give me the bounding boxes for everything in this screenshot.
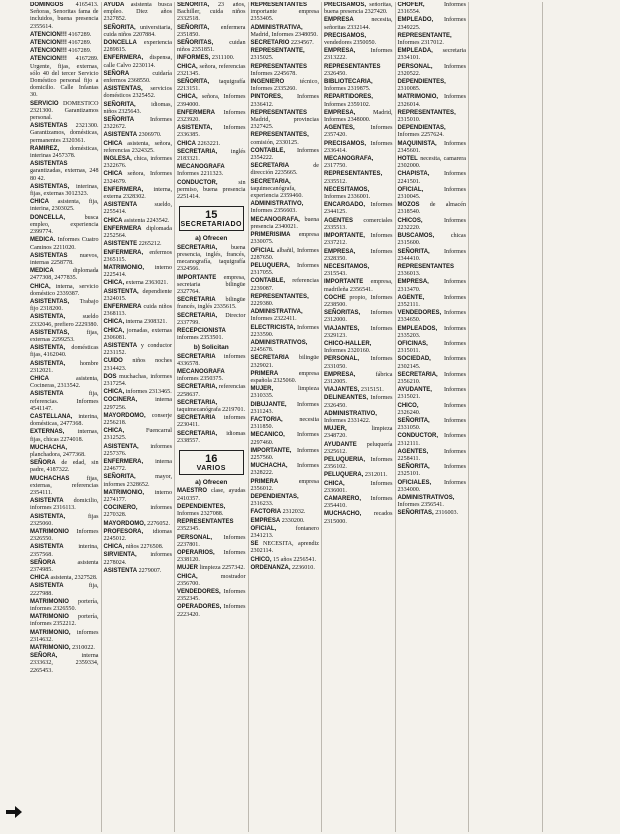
classified-ad: ATENCION!!! 4167289. <box>30 31 92 38</box>
classified-ad: EXTERNAS, internas, fijas, chicas 2274018. <box>30 429 99 443</box>
classified-ad: REPRESENTANTES 2352345. <box>177 519 234 533</box>
classified-ad: CHICA asistenta, señora, referencias 2324325. <box>103 140 172 154</box>
classified-ad: IMPORTANTE, Informes 2257560. <box>250 447 319 461</box>
classified-ad: SECRETARIO 2234567. <box>250 40 314 47</box>
classified-ad: VIAJANTES, Informes 2329123. <box>324 325 393 339</box>
classified-ad: ADMINISTRATIVOS, 2245678. <box>250 339 308 354</box>
classified-ad: AGENTES comerciales 2335513. <box>324 217 393 231</box>
classified-ad: CHICO, 15 años 2256541. <box>250 556 317 563</box>
classified-ad: MATRIMONIO portería, informes 2326550. <box>30 598 99 613</box>
subsection-heading: b) Solicitan <box>193 344 229 352</box>
column-8 <box>543 2 617 832</box>
classified-ad: CONDUCTOR, Informes 2312111. <box>397 433 466 447</box>
classified-ad: SEÑORITA, 23 años, Bachiller, cuida niños 2332518. <box>177 2 246 23</box>
classified-ad: SEÑORITA, enfermera 2351850. <box>177 24 246 38</box>
classified-ad: MATRIMONIO, Informes 2326014. <box>397 94 466 108</box>
pointing-arrow-icon <box>6 806 22 818</box>
classified-ad: CAMARERO, Informes 2354410. <box>324 496 393 510</box>
classified-ad: PELUQUERIA, Informes 2356102. <box>324 456 393 471</box>
classified-ad: MECANOGRAFA, 2317750. <box>324 156 374 170</box>
classified-ad: ATENCION!!! 4167289. <box>30 40 92 47</box>
classified-ad: ASISTENTAS, interinas, fijas, externas 3012323. <box>30 183 99 198</box>
classified-ad: ADMINISTRATIVO, Informes 2331422. <box>324 410 377 424</box>
classified-ad: VENDEDORES, Informes 2352345. <box>177 589 246 603</box>
classified-ad: MECANOGRAFA informes 2350375. <box>177 368 225 383</box>
classified-ad: MUJER, limpieza 2348720. <box>324 426 393 440</box>
classified-ad: EMPRESA, Informes 2313470. <box>397 279 466 293</box>
classified-ad: MUCHACHAS fijas, externas, referencias 2354111. <box>30 475 99 496</box>
classified-ad: EMPRESA, fábrica 2312005. <box>324 371 393 385</box>
classified-ad: RAMIREZ, domésticas, interinas 2457378. <box>30 145 99 160</box>
classified-ad: PERSONAL, Informes 2320522. <box>397 63 466 77</box>
classified-ad: MATRIMONIO Informes 2326550. <box>30 529 99 543</box>
classified-ad: CONTABLE, referencias 2239087. <box>250 278 319 292</box>
column-6 <box>396 2 470 832</box>
classified-ad: EMPRESA, Madrid, Informes 2348000. <box>324 109 393 124</box>
classified-ad: SEÑORITA, Informes 2344410. <box>397 248 466 262</box>
classified-ad: ASISTENTAS, servicios domésticos 2325452. <box>103 86 172 100</box>
section-header <box>179 450 244 475</box>
classified-ad: ASISTENTA, fijas 2325060. <box>30 513 99 527</box>
classified-ad: DOS muchachas, informes 2317254. <box>103 373 172 387</box>
classified-ad: ORDENANZA, 2236010. <box>250 564 315 571</box>
classified-page <box>28 2 616 832</box>
section-title: SECRETARIADO <box>180 221 242 229</box>
classified-ad: CHICOS, Informes 2232220. <box>397 217 466 231</box>
classified-ad: ADMINISTRATIVO, Informes 2356603. <box>250 201 304 215</box>
classified-ad: SECRETARIA informes 2230411. <box>177 415 246 429</box>
classified-ad: DOMINGOS 4165413. Señoras, Senoritas fama de incluidos, buena presencia 2355614. <box>30 2 99 30</box>
classified-ad: MECANOGRAFA, buena presencia 2340021. <box>250 216 319 230</box>
classified-ad: FACTORIA 2312032. <box>250 509 306 516</box>
classified-ad: MATRIMONIO portería, informes 2352212. <box>30 614 99 628</box>
classified-ad: MAQUINISTA, Informes 2345601. <box>397 140 466 154</box>
classified-ad: CHICA, informes 2313465. <box>103 389 172 396</box>
classified-ad: PROFESORA, idiomas 2245012. <box>103 528 172 543</box>
classified-ad: CHAPISTA, Informes 2241501. <box>397 171 466 185</box>
classified-ad: OFICIAL, fontanero 2341213. <box>250 525 319 540</box>
classified-ad: SEÑORITAS, Informes 2312000. <box>324 310 393 324</box>
classified-ad: SECRETARIA, Director 2337799. <box>177 312 246 326</box>
classified-ad: NECESITAMOS, Informes 2336001. <box>324 186 371 201</box>
section-header <box>179 206 244 231</box>
classified-ad: EMPRESA 2330200. <box>250 517 305 524</box>
classified-ad: MAESTRO clase, ayudas 2410357. <box>177 488 246 502</box>
classified-ad: ENFERMERA, interna, externa 2328302. <box>103 186 172 201</box>
classified-ad: REPRESENTANTE, 2315025. <box>250 48 305 62</box>
classified-ad: SECRETARIA bilingüe 2329021. <box>250 355 319 369</box>
classified-ad: ENFERMERA cuida niños 2368113. <box>103 303 172 318</box>
classified-ad: EMPLEADO, Informes 2349225. <box>397 17 466 31</box>
classified-ad: INGLESA, chica, informes 2322676. <box>103 156 172 170</box>
classified-ad: EMPRESA, Informes 2328350. <box>324 248 393 262</box>
classified-ad: REPRESENTANTE, Informes 2317012. <box>397 32 452 47</box>
classified-ad: RECEPCIONISTA informes 2353501. <box>177 327 226 342</box>
classified-ad: CHICA, interna, servicio doméstico 2339387. <box>30 283 99 297</box>
classified-ad: ASISTENTA 2279007. <box>103 567 162 574</box>
classified-ad: SEÑORITA, Informes 2331050. <box>397 417 466 432</box>
classified-ad: DEPENDIENTES, 2310085. <box>397 79 446 93</box>
classified-ad: DEPENDIENTES, Informes 2327088. <box>177 503 226 517</box>
classified-ad: ASISTENTA, sueldo 2332046, prefiero 2229380. <box>30 314 99 328</box>
classified-ad: ASISTENTA, Informes 2336385. <box>177 125 246 139</box>
classified-ad: CHICA asistenta, fija, interina, 2303025. <box>30 199 99 213</box>
classified-ad: MATRIMONIO, interno 2225414. <box>103 264 172 279</box>
classified-ad: SEÑORITAS, 2316003. <box>397 510 459 517</box>
classified-ad: OFICIAL albañil, Informes 2287650. <box>250 247 319 261</box>
classified-ad: MUCHACHO, recados 2315000. <box>324 511 393 525</box>
classified-ad: ASISTENTAS, Trabajo fijo 2318200. <box>30 298 99 313</box>
classified-ad: ASISTENTA, domésticas fijas, 4162040. <box>30 345 99 359</box>
classified-ad: DONCELLA, busca empleo, experiencia 2399774. <box>30 214 99 236</box>
classified-ad: NECESITAMOS, 2315543. <box>324 263 370 278</box>
classified-ad: SECRETARIA, inglés 2183321. <box>177 148 246 163</box>
classified-ad: MAYORDOMO, 2276052. <box>103 520 170 527</box>
classified-ad: ENCARGADO, Informes 2344125. <box>324 202 393 216</box>
classified-ad: EMPLEADA, secretaria 2334101. <box>397 48 466 62</box>
classified-ad: ADMINISTRATIVA, Madrid, Informes 2348050. <box>250 24 318 38</box>
classified-ad: MEDICA diplomada 2477308, 2477835. <box>30 268 99 282</box>
classified-ad: OPERADORES, Informes 2223420. <box>177 604 246 618</box>
classified-ad: EMPLEADOS, Informes 2335203. <box>397 325 466 339</box>
classified-ad: CHICA, señora, Informes 2394000. <box>177 94 246 108</box>
classified-ad: REPRESENTANTES Informes 2245678. <box>250 63 308 77</box>
classified-ad: EMPRESA, Informes 2313222. <box>324 48 393 62</box>
classified-ad: PINTORES, Informes 2336412. <box>250 94 319 108</box>
classified-ad: ASISTENTA domicilio, informes 2316113. <box>30 498 99 512</box>
classified-ad: ADMINISTRATIVOS, Informes 2356541. <box>397 495 455 509</box>
classified-ad: OFICIAL, Informes 2310045. <box>397 186 466 201</box>
classified-ad: CHICA asistenta, 2327528. <box>30 575 98 582</box>
classified-ad: CHICA señora, Informes 2324679. <box>103 171 172 185</box>
classified-ad: CUIDO niños noches 2314423. <box>103 358 172 372</box>
section-number: 16 <box>205 452 218 465</box>
classified-ad: ELECTRICISTA, Informes 2233590. <box>250 324 319 338</box>
classified-ad: MAYORDOMO, conserje 2256218. <box>103 412 172 426</box>
classified-ad: ENFERMERA diplomada 2252564. <box>103 225 172 240</box>
classified-ad: AYUDANTE, Informes 2315021. <box>397 387 466 401</box>
classified-ad: REPRESENTANTES Madrid, provincias 2327425. <box>250 109 319 131</box>
classified-ad: SOCIEDAD, Informes 2302145. <box>397 356 466 370</box>
classified-ad: AGENTES, Informes 2357420. <box>324 125 393 139</box>
section-title: VARIOS <box>196 464 226 472</box>
column-4 <box>249 2 323 832</box>
classified-ad: AYUDA asistenta busca empleo. Diez años 2327852. <box>103 2 172 23</box>
classified-ad: SEÑORITAS, cuidan niños 2351851. <box>177 40 246 54</box>
classified-ad: REPRESENTANTES, 2315010. <box>397 109 456 124</box>
classified-ad: MATRIMONIO, informes 2314632. <box>30 629 99 643</box>
classified-ad: CHICA, jornadas, externas 2306081. <box>103 327 172 341</box>
classified-ad: BUSCAMOS, chicas 2315600. <box>397 233 466 247</box>
classified-ad: CHICA, Fuencarral 2312525. <box>103 428 172 442</box>
classified-ad: ASISTENTAS, fijas, externas 2299253. <box>30 329 99 343</box>
classified-ad: REPRESENTANTES 2326450. <box>324 63 381 77</box>
classified-ad: SECRETARIA, idiomas 2338557. <box>177 430 246 444</box>
classified-ad: CONDUCTOR, sin permiso, buena presencia 2251414. <box>177 179 246 201</box>
classified-ad: CHICA, Informes 2336001. <box>324 480 393 494</box>
classified-ad: SERVICIO DOMESTICO 2321300. Garantizamos personal. <box>30 100 99 122</box>
column-5 <box>322 2 396 832</box>
classified-ad: COCINERO, informes 2270328. <box>103 505 172 519</box>
classified-ad: SECRETARIA, taquimecanógrafa 2219701. <box>177 399 246 413</box>
classified-ad: PRIMERA empresa 2356012. <box>250 478 319 492</box>
subsection-heading: a) Ofrecen <box>195 235 228 243</box>
classified-ad: EMPRESA necesita, señoritas 2332144. <box>324 17 393 31</box>
classified-ad: SEÑORA cuidaría enfermos 2368550. <box>103 70 172 85</box>
classified-ad: PERSONAL, Informes 2237801. <box>177 534 246 548</box>
classified-ad: REPARTIDORES, Informes 2359102. <box>324 94 373 108</box>
classified-ad: REPRESENTANTES importante empresa 2353405. <box>250 2 319 23</box>
subsection-heading: a) Ofrecen <box>195 479 228 487</box>
classified-ad: PELUQUERA, Informes 2317055. <box>250 262 319 277</box>
classified-ad: CHICA, interna 2308321. <box>103 319 167 326</box>
classified-ad: OFICINAS, Informes 2315011. <box>397 340 466 355</box>
classified-ad: CHICO-HALLER, Informes 2320160. <box>324 340 372 355</box>
classified-ad: PERSONAL, Informes 2331050. <box>324 356 393 370</box>
classified-ad: ASISTENTA interina, 2357568. <box>30 544 99 558</box>
classified-ad: SEÑORITA, idiomas, niños 2325643. <box>103 101 172 115</box>
classified-ad: MATRIMONIO, interno 2274177. <box>103 489 172 503</box>
classified-ad: ASISTENTA fija, 2227988. <box>30 583 99 597</box>
classified-ad: SEÑORA de edad, sin padre, 4187322. <box>30 460 99 474</box>
classified-ad: ASISTENTA 2306970. <box>103 132 162 139</box>
classified-ad: ASISTENTA, informes 2257376. <box>103 443 172 457</box>
classified-ad: SECRETARIA bilingüe francés, inglés 2335615. <box>177 297 246 311</box>
column-2 <box>102 2 176 832</box>
classified-ad: IMPORTANTE empresa, secretaria bilingüe 2327764. <box>177 274 246 295</box>
classified-ad: CHICO, Informes 2326240. <box>397 402 466 416</box>
classified-ad: CASTELLANA, interina, domésticas, 2477368. <box>30 413 99 428</box>
classified-ad: REPRESENTANTES 2336013. <box>397 263 455 278</box>
classified-ad: MECANOGRAFA Informes 2211323. <box>177 164 225 178</box>
classified-ad: SEÑORITA, mayor, informes 2328652. <box>103 474 172 488</box>
column-1 <box>28 2 102 832</box>
column-7 <box>469 2 543 832</box>
classified-ad: SE NECESITA, aprendiz 2302114. <box>250 541 319 555</box>
classified-ad: ATENCION!!! 4167289. Urgente, fijas, externas, sólo 40 del tercer Servicio Doméstico personal fijo a domicilio. Calle Infantas 30. <box>30 56 99 99</box>
classified-ad: REPRESENTANTES, 2335512. <box>324 171 383 185</box>
classified-ad: BIBLIOTECARIA, Informes 2319875. <box>324 79 373 93</box>
classified-ad: CHICA asistenta 2243542. <box>103 217 170 224</box>
classified-ad: ASISTENTA, dependiente 2324015. <box>103 288 172 302</box>
classified-ad: ASISTENTAS nuevos, internas 2258778. <box>30 252 99 266</box>
classified-ad: COCHE propio, Informes 2238500. <box>324 294 393 308</box>
classified-ad: CHICA 2263221. <box>177 140 221 147</box>
classified-ad: CHOFER, Informes 2316554. <box>397 2 466 16</box>
classified-ad: MECANICO, Informes 2297460. <box>250 432 319 446</box>
classified-ad: ADMINISTRATIVA, Informes 2322411. <box>250 309 303 323</box>
classified-ad: SEÑORITA Informes 2322672. <box>103 117 172 131</box>
classified-ad: ASISTENTAS 2321300. Garantizamos, domésticas, permanentes 2320361. <box>30 123 99 144</box>
classified-ad: PELUQUERA, 2312011. <box>324 472 388 479</box>
classified-ad: PRECISAMOS, vendedores 2350050. <box>324 32 377 47</box>
classified-ad: SEÑORA, interna 2333632, 2359334, 2265453. <box>30 653 99 674</box>
classified-ad: ASISTENTAS garantizadas, externas, 248 80 42. <box>30 161 99 182</box>
classified-ad: MOZOS de almacén 2318540. <box>397 202 466 216</box>
classified-ad: FACTORIA, necesita 2311850. <box>250 416 319 431</box>
classified-ad: SECRETARIA, taquimecanógrafa, experiencia 2359460. <box>250 178 303 200</box>
classified-ad: CHICA, mostrador 2356700. <box>177 573 246 587</box>
classified-ad: SEÑORITA, Informes 2325101. <box>397 464 466 478</box>
column-3 <box>175 2 249 832</box>
classified-ad: SECRETARIA, buena presencia, inglés, francés, mecanografía, taquigrafía 2324566. <box>177 244 246 273</box>
classified-ad: AGENTE, Informes 2352111. <box>397 294 466 308</box>
classified-ad: REPRESENTANTES, comisión, 2330125. <box>250 132 309 146</box>
classified-ad: MUCHACHA, planchadora, 2477368. <box>30 444 86 458</box>
classified-ad: SEÑORITA, taquigrafía 2213151. <box>177 79 246 93</box>
classified-ad: VIAJANTES, 2315151. <box>324 387 384 394</box>
classified-ad: ENFERMERA, dispensa, calle Calvo 2230114. <box>103 55 172 69</box>
classified-ad: IMPORTANTE empresa, madrileña 2356541. <box>324 279 393 293</box>
classified-ad: OFICIALES, Informes 2334000. <box>397 479 466 493</box>
classified-ad: CHICA, externa 2363021. <box>103 280 169 287</box>
classified-ad: ATENCION!!! 4167289. <box>30 48 92 55</box>
classified-ad: ENFERMERA Informes 2323920. <box>177 109 246 124</box>
classified-ad: OPERARIOS, Informes 2338120. <box>177 550 246 564</box>
classified-ad: COCINERA, interna 2297256. <box>103 397 172 411</box>
classified-ad: DEPENDIENTAS, Informes 2257624. <box>397 125 446 139</box>
classified-ad: SECRETARIA informes 4336578. <box>177 353 246 367</box>
classified-ad: CHICA asistenta, Cocineras, 2313542. <box>30 375 99 390</box>
classified-ad: MUJER limpieza 2257342. <box>177 565 245 572</box>
classified-ad: MATRIMONIO, 2310022. <box>30 645 95 652</box>
classified-ad: ASISTENTE 2265212. <box>103 241 162 248</box>
classified-ad: SEÑORA asistenta 2374985. <box>30 559 99 574</box>
classified-ad: SIRVIENTA, informes 2278024. <box>103 552 172 566</box>
classified-ad: VENDEDORES, Informes 2334650. <box>397 310 466 324</box>
classified-ad: ASISTENTA sueldo, 2255414. <box>103 202 172 216</box>
classified-ad: INGENIERO técnico, Informes 2335260. <box>250 79 319 93</box>
classified-ad: SECRETARIA, Informes 2356210. <box>397 371 466 385</box>
classified-ad: DEPENDIENTAS, 2316233. <box>250 494 299 508</box>
classified-ad: PRIMERA empresa española 2325060. <box>250 370 319 384</box>
classified-ad: AGENTES, Informes 2258411. <box>397 448 466 462</box>
classified-ad: DONCELLA experiencia 2289815. <box>103 40 172 54</box>
section-number: 15 <box>205 209 218 222</box>
classified-ad: MEDICA. Informes Cuatro Caminos 2211020. <box>30 237 99 251</box>
classified-ad: AYUDANTE peluquería 2325612. <box>324 441 393 455</box>
classified-ad: CONTABLE, Informes 2354222. <box>250 147 319 162</box>
classified-ad: INFORMES, 2311100. <box>177 55 235 62</box>
classified-ad: MUCHACHA, Informes 2328222. <box>250 463 319 477</box>
classified-ad: IMPORTANTE, Informes 2337212. <box>324 233 393 247</box>
classified-ad: PRECISAMOS, Informes 2336414. <box>324 140 393 154</box>
classified-ad: SECRETARIA de dirección 2235665. <box>250 163 319 177</box>
classified-ad: CHICA, señora, referencias 2321345. <box>177 63 246 77</box>
classified-ad: HOTEL necesita, camarera 2302000. <box>397 156 466 170</box>
classified-ad: DELINEANTES, Informes 2326450. <box>324 395 393 409</box>
classified-ad: REPRESENTANTES, 2229380. <box>250 293 309 307</box>
classified-ad: ASISTENTA y conductor 2231152. <box>103 342 172 357</box>
classified-ad: ENFERMERA, interna 2246772. <box>103 458 172 473</box>
classified-ad: ASISTENTA fija, referencias. Informes 4541147. <box>30 391 99 412</box>
classified-ad: ASISTENTA, hombre 2312021. <box>30 360 99 374</box>
classified-ad: MUJER, limpieza 2310335. <box>250 386 319 400</box>
classified-ad: SEÑORITA, universitaria, cuida niños 2207884. <box>103 24 172 38</box>
classified-ad: ENFERMERA, enfermos 2365115. <box>103 249 172 263</box>
classified-ad: DIBUJANTE, Informes 2311243. <box>250 401 319 415</box>
classified-ad: SECRETARIA, referencias 2258637. <box>177 384 246 398</box>
classified-ad: CHICA, niños 2276508. <box>103 544 164 551</box>
classified-ad: PRECISAMOS, señoritas, buena presencia 2327420. <box>324 2 393 16</box>
classified-ad: PRIMERISIMA empresa 2330075. <box>250 232 319 246</box>
